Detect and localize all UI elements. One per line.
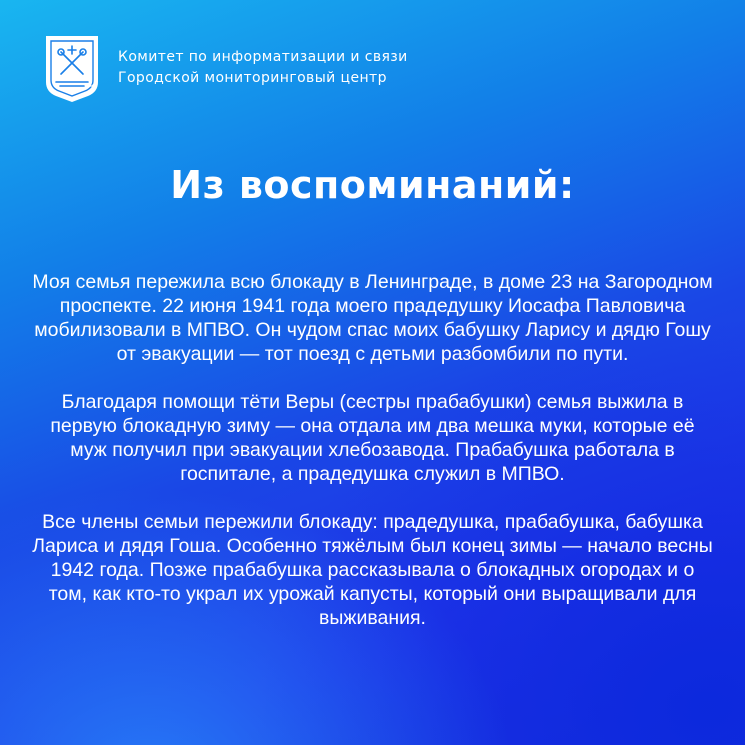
paragraph: Все члены семьи пережили блокаду: прадедушка, прабабушка, бабушка Лариса и дядя Гоша. Особенно тяжёлым был конец зимы — начало весны 1942 года. Позже прабабушка рассказывала о блокадных огородах и о том, как кто-то украл их урожай капусты, который они выращивали для выживания. <box>32 511 713 629</box>
organization-name <box>118 47 408 89</box>
paragraph: Благодаря помощи тёти Веры (сестры прабабушки) семья выжила в первую блокадную зиму — она отдала им два мешка муки, которые её муж получил при эвакуации хлебозавода. Прабабушка работала в госпитале, а прадедушка служил в МПВО. <box>50 391 695 485</box>
org-line-1: Комитет по информатизации и связи <box>118 49 408 65</box>
org-line-2: Городской мониторинговый центр <box>118 70 387 86</box>
page-title: Из воспоминаний: <box>170 163 575 207</box>
paragraph: Моя семья пережила всю блокаду в Ленинграде, в доме 23 на Загородном проспекте. 22 июня 1941 года моего прадедушку Иосафа Павловича мобилизовали в МПВО. Он чудом спас моих бабушку Ларису и дядю Гошу от эвакуации — тот поезд с детьми разбомбили по пути. <box>32 271 713 365</box>
shield-emblem-icon <box>42 32 102 104</box>
memory-text <box>30 270 715 654</box>
